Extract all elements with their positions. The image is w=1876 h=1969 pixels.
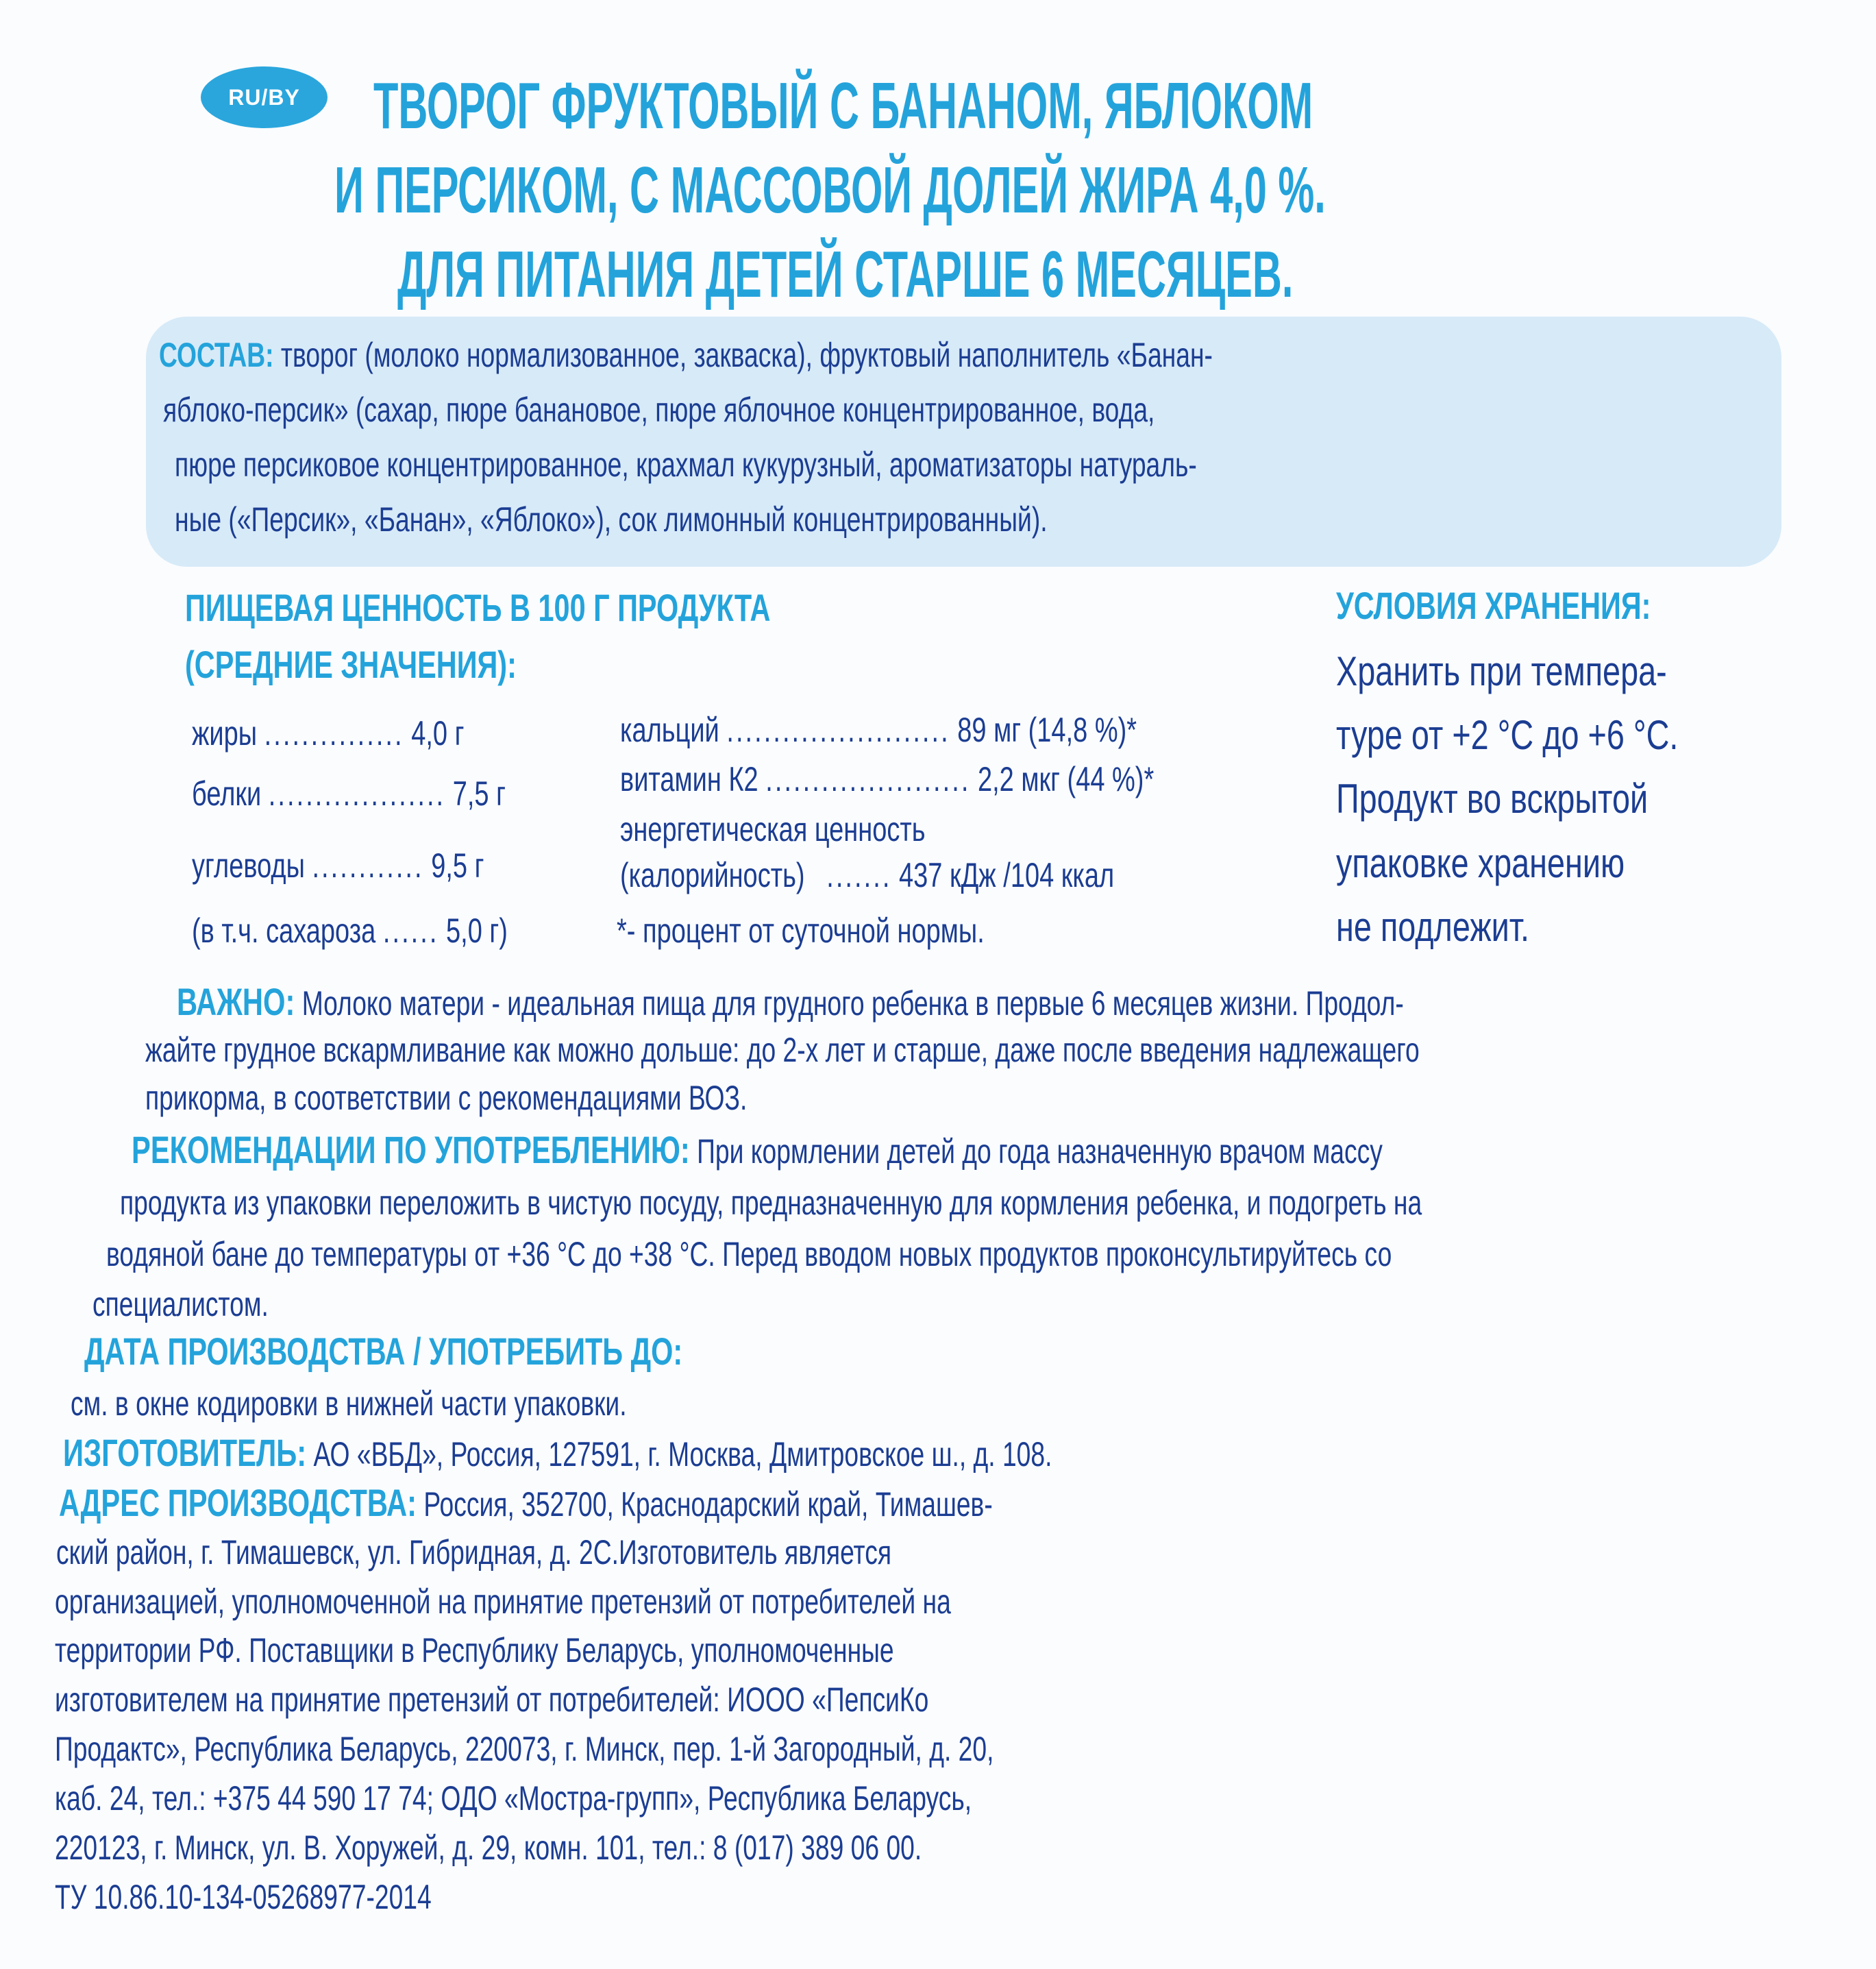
address-line-1 bbox=[59, 1482, 993, 1525]
nutrient-dots: ........................ bbox=[726, 711, 950, 749]
composition-line-1 bbox=[159, 334, 1213, 376]
nutrient-value: 2,2 мкг (44 %)* bbox=[977, 760, 1155, 798]
composition-line-3: пюре персиковое концентрированное, крахмал кукурузный, ароматизаторы натураль- bbox=[175, 445, 1197, 484]
storage-line-1: Хранить при темпера- bbox=[1336, 648, 1667, 694]
address-line-5: изготовителем на принятие претензий от потребителей: ИООО «ПепсиКо bbox=[55, 1680, 929, 1719]
address-line-8: 220123, г. Минск, ул. В. Хоружей, д. 29, комн. 101, тел.: 8 (017) 389 06 00. bbox=[55, 1829, 922, 1867]
title-line-1: ТВОРОГ ФРУКТОВЫЙ С БАНАНОМ, ЯБЛОКОМ bbox=[373, 69, 1313, 143]
important-line-1 bbox=[177, 981, 1404, 1024]
nutrient-value: 89 мг (14,8 %)* bbox=[957, 711, 1137, 749]
recommendations-label: РЕКОМЕНДАЦИИ ПО УПОТРЕБЛЕНИЮ: bbox=[132, 1128, 690, 1171]
address-line-7: каб. 24, тел.: +375 44 590 17 74; ОДО «Мостра-групп», Республика Беларусь, bbox=[55, 1779, 972, 1818]
nutrition-footnote: *- процент от суточной нормы. bbox=[617, 912, 985, 950]
manufacturer-label: ИЗГОТОВИТЕЛЬ: bbox=[63, 1431, 307, 1474]
recommendations-line-1 bbox=[132, 1129, 1383, 1172]
nutrient-name: жиры bbox=[192, 714, 258, 753]
recommendations-line-3: водяной бане до температуры от +36 °С до +38 °С. Перед вводом новых продуктов проконсультируйтесь со bbox=[106, 1235, 1392, 1273]
address-line-2: ский район, г. Тимашевск, ул. Гибридная, д. 2С.Изготовитель является bbox=[56, 1533, 891, 1571]
address-text-1: Россия, 352700, Краснодарский край, Тимашев- bbox=[416, 1485, 993, 1524]
nutrient-row-sucrose bbox=[192, 910, 508, 951]
composition-label: СОСТАВ: bbox=[159, 336, 274, 374]
nutrient-dots: ............ bbox=[312, 846, 424, 885]
recommendations-line-2: продукта из упаковки переложить в чистую посуду, предназначенную для кормления ребенка, и подогреть на bbox=[120, 1184, 1422, 1222]
nutrient-dots: ...... bbox=[382, 912, 439, 950]
energy-label: энергетическая ценность bbox=[620, 810, 926, 848]
title-line-2: И ПЕРСИКОМ, С МАССОВОЙ ДОЛЕЙ ЖИРА 4,0 %. bbox=[334, 154, 1326, 227]
dates-label: ДАТА ПРОИЗВОДСТВА / УПОТРЕБИТЬ ДО: bbox=[84, 1330, 683, 1373]
nutrient-dots: ............... bbox=[264, 714, 404, 753]
address-line-6: Продактс», Республика Беларусь, 220073, г. Минск, пер. 1-й Загородный, д. 20, bbox=[55, 1730, 994, 1768]
nutrient-value: 5,0 г) bbox=[446, 912, 508, 950]
composition-text-1: творог (молоко нормализованное, закваска), фруктовый наполнитель «Банан- bbox=[273, 336, 1213, 374]
nutrient-value: 9,5 г bbox=[431, 846, 484, 885]
nutrient-row-carbs bbox=[192, 845, 484, 886]
nutrition-heading-2: (СРЕДНИЕ ЗНАЧЕНИЯ): bbox=[185, 643, 517, 686]
storage-line-5: не подлежит. bbox=[1336, 904, 1530, 950]
address-label: АДРЕС ПРОИЗВОДСТВА: bbox=[59, 1481, 417, 1524]
nutrient-name: белки bbox=[192, 774, 262, 813]
nutrient-dots: ................... bbox=[268, 774, 446, 813]
title-line-3: ДЛЯ ПИТАНИЯ ДЕТЕЙ СТАРШЕ 6 МЕСЯЦЕВ. bbox=[397, 238, 1294, 311]
storage-line-3: Продукт во вскрытой bbox=[1336, 776, 1649, 822]
storage-line-4: упаковке хранению bbox=[1336, 840, 1625, 886]
composition-line-4: ные («Персик», «Банан», «Яблоко»), сок лимонный концентрированный). bbox=[175, 500, 1048, 539]
nutrient-name: (в т.ч. сахароза bbox=[192, 912, 376, 950]
manufacturer-text: АО «ВБД», Россия, 127591, г. Москва, Дмитровское ш., д. 108. bbox=[306, 1435, 1052, 1473]
storage-heading: УСЛОВИЯ ХРАНЕНИЯ: bbox=[1336, 584, 1651, 627]
nutrient-value: 7,5 г bbox=[452, 774, 506, 813]
address-line-4: территории РФ. Поставщики в Республику Беларусь, уполномоченные bbox=[55, 1631, 894, 1670]
address-line-3: организацией, уполномоченной на принятие претензий от потребителей на bbox=[55, 1582, 951, 1621]
address-line-9: ТУ 10.86.10-134-05268977-2014 bbox=[55, 1878, 432, 1916]
language-badge bbox=[201, 66, 328, 128]
recommendations-line-4: специалистом. bbox=[92, 1285, 269, 1323]
nutrient-name: кальций bbox=[620, 711, 719, 749]
language-badge-label: RU/BY bbox=[228, 84, 300, 110]
energy-dots: ....... bbox=[826, 856, 892, 894]
energy-sub-label: (калорийность) bbox=[620, 856, 805, 894]
composition-line-2: яблоко-персик» (сахар, пюре банановое, пюре яблочное концентрированное, вода, bbox=[163, 391, 1155, 429]
energy-row bbox=[620, 855, 1114, 896]
nutrient-row-vitamin-k2 bbox=[620, 759, 1154, 800]
dates-text: см. в окне кодировки в нижней части упаковки. bbox=[71, 1384, 627, 1423]
nutrient-row-fat bbox=[192, 713, 464, 754]
energy-value: 437 кДж /104 ккал bbox=[898, 856, 1115, 894]
nutrient-dots: ...................... bbox=[765, 760, 971, 798]
nutrient-row-calcium bbox=[620, 709, 1137, 750]
nutrient-row-protein bbox=[192, 773, 506, 814]
nutrition-heading-1: ПИЩЕВАЯ ЦЕННОСТЬ В 100 Г ПРОДУКТА bbox=[185, 586, 771, 629]
important-line-3: прикорма, в соответствии с рекомендациями ВОЗ. bbox=[145, 1079, 748, 1117]
nutrient-value: 4,0 г bbox=[411, 714, 465, 753]
recommendations-text-1: При кормлении детей до года назначенную врачом массу bbox=[689, 1132, 1383, 1171]
important-line-2: жайте грудное вскармливание как можно дольше: до 2-х лет и старше, даже после введения надлежащего bbox=[145, 1031, 1420, 1069]
important-label: ВАЖНО: bbox=[177, 980, 295, 1023]
nutrient-name: витамин К2 bbox=[620, 760, 758, 798]
storage-line-2: туре от +2 °С до +6 °С. bbox=[1336, 712, 1679, 758]
important-text-1: Молоко матери - идеальная пища для грудного ребенка в первые 6 месяцев жизни. Продол- bbox=[295, 984, 1404, 1023]
nutrient-name: углеводы bbox=[192, 846, 305, 885]
manufacturer-line bbox=[63, 1432, 1052, 1475]
